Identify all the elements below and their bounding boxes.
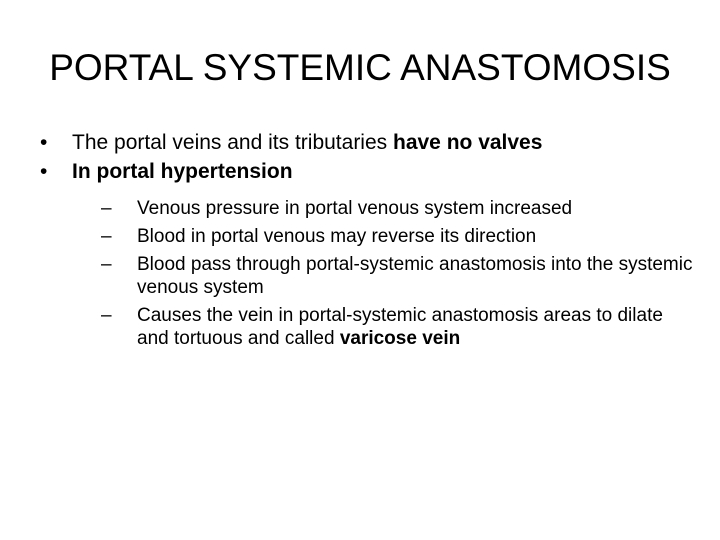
sub-bullet-list [101, 197, 696, 350]
sub-bullet-item [101, 253, 697, 299]
sub-bullet-text: Causes the vein in portal-systemic anastomosis areas to dilate and tortuous and called [137, 305, 663, 349]
sub-bullet-item [101, 304, 697, 350]
sub-bullet-text-wrapper [137, 304, 697, 350]
bullet-item [36, 157, 696, 186]
sub-bullet-bold-text: varicose vein [339, 328, 461, 349]
bullet-icon: • [40, 160, 48, 183]
bullet-icon: • [40, 131, 48, 154]
sub-bullet-text: Venous pressure in portal venous system increased [137, 198, 573, 219]
sub-bullet-item [101, 197, 697, 220]
bullet-text: The portal veins and its tributaries [72, 131, 393, 154]
sub-bullet-item [101, 225, 697, 248]
dash-icon: – [101, 198, 112, 219]
bullet-bold-text: have no valves [393, 131, 543, 154]
slide-body [36, 128, 696, 355]
dash-icon: – [101, 226, 112, 247]
bullet-item [36, 128, 696, 157]
bullet-bold-text: In portal hypertension [72, 160, 293, 183]
slide-title: PORTAL SYSTEMIC ANASTOMOSIS [49, 47, 671, 88]
sub-bullet-text: Blood pass through portal-systemic anastomosis into the systemic venous system [137, 254, 693, 298]
dash-icon: – [101, 254, 112, 275]
sub-bullet-text: Blood in portal venous may reverse its direction [137, 226, 537, 247]
dash-icon: – [101, 305, 112, 326]
